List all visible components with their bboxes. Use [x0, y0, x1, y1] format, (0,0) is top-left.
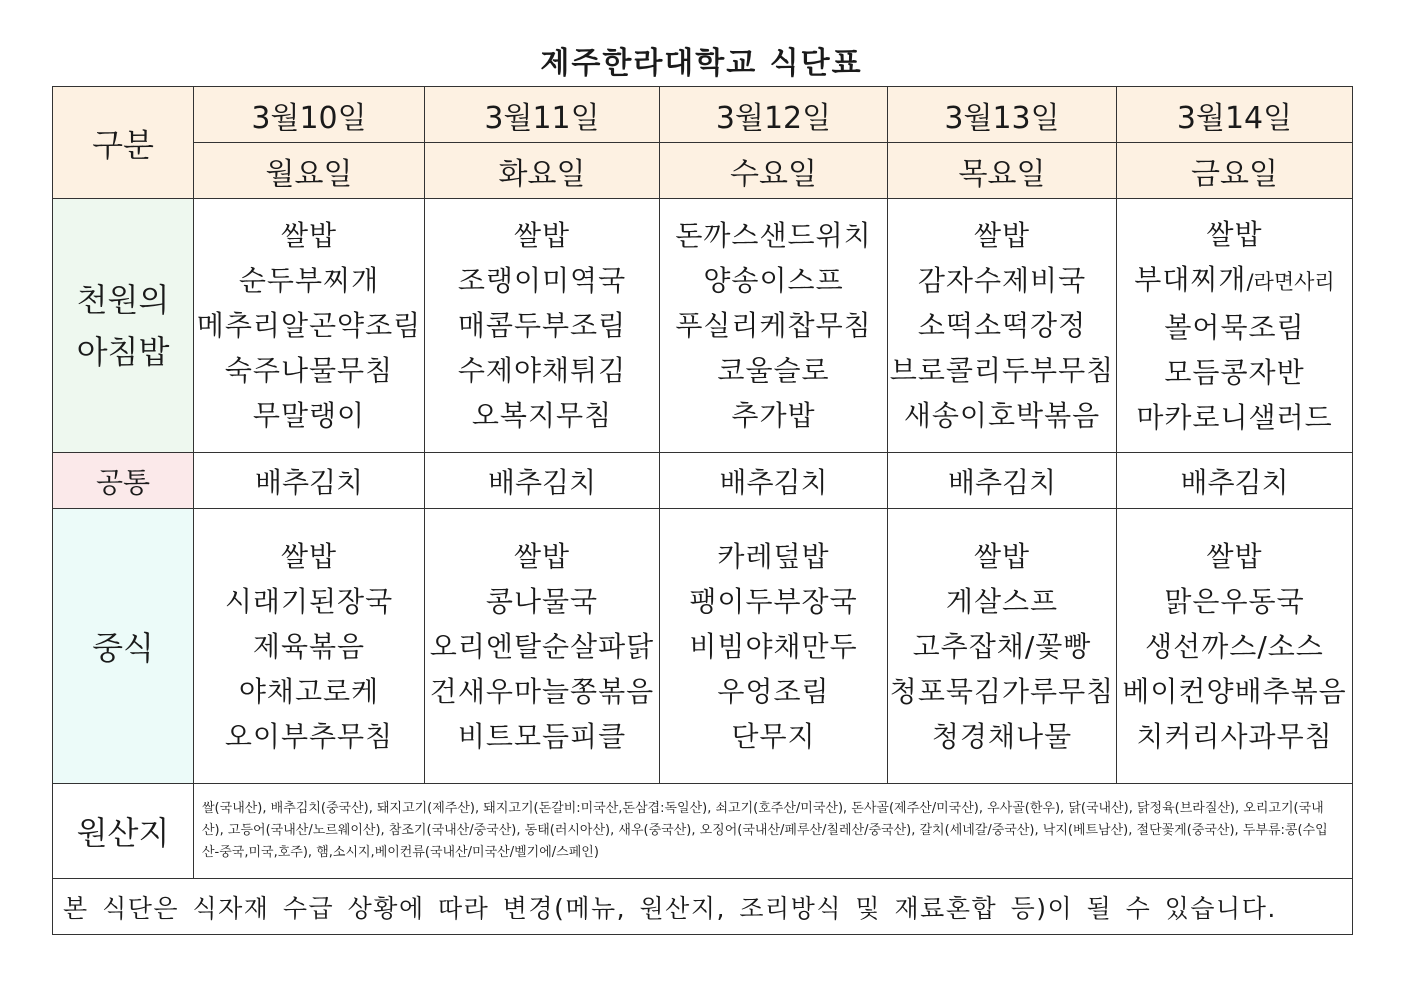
- menu-item: 소떡소떡강정: [917, 309, 1087, 342]
- menu-item: 메추리알곤약조림: [196, 309, 422, 342]
- menu-item: 브로콜리두부무침: [889, 354, 1115, 387]
- lunch-cell-tue: [425, 509, 660, 784]
- menu-item: 오복지무침: [471, 399, 613, 432]
- menu-item: 쌀밥: [973, 219, 1031, 252]
- meal-table: [52, 86, 1353, 935]
- menu-item: 청경채나물: [931, 719, 1073, 753]
- menu-item: 시래기된장국: [224, 584, 394, 618]
- weekday-header: 목요일: [888, 143, 1117, 199]
- menu-item: 베이컨양배추볶음: [1122, 674, 1347, 708]
- breakfast-cell-fri: [1117, 199, 1353, 453]
- lunch-cell-mon: [194, 509, 425, 784]
- common-item: 배추김치: [1117, 453, 1353, 509]
- menu-item-suffix: /라면사리: [1246, 269, 1335, 294]
- breakfast-cell-thu: [888, 199, 1117, 453]
- lunch-cell-fri: [1117, 509, 1353, 784]
- menu-item: 제육볶음: [252, 629, 366, 663]
- common-item: 배추김치: [888, 453, 1117, 509]
- menu-item: 마카로니샐러드: [1136, 400, 1333, 434]
- menu-item: 조랭이미역국: [457, 264, 627, 297]
- weekday-header: 수요일: [660, 143, 888, 199]
- date-header: 3월11일: [425, 87, 660, 143]
- lunch-cell-thu: [888, 509, 1117, 784]
- header-date-row: [53, 87, 1353, 143]
- menu-item: 야채고로케: [238, 674, 380, 708]
- breakfast-cell-tue: [425, 199, 660, 453]
- menu-item: [1117, 257, 1352, 305]
- menu-item: 감자수제비국: [917, 264, 1087, 297]
- menu-item: 쌀밥: [1206, 217, 1263, 251]
- menu-item: 추가밥: [731, 399, 816, 432]
- origin-label: 원산지: [53, 784, 194, 879]
- menu-item: 모듬콩자반: [1164, 355, 1305, 389]
- origin-text: 쌀(국내산), 배추김치(중국산), 돼지고기(제주산), 돼지고기(돈갈비:미국산,돈삼겹:독일산), 쇠고기(호주산/미국산), 돈사골(제주산/미국산), 우사골(한우), 닭(국내산), 닭정육(브라질산), 오리고기(국내산), 고등어(국내산/노르웨이산), 참조기(국내산/중국산), 동태(러시아산), 새우(중국산), 오징어(국내산/페루산/칠레산/중국산), 갈치(세네갈/중국산), 낙지(베트남산), 절단꽃게(중국산), 두부류:콩(수입산-중국,미국,호주), 햄,소시지,베이컨류(국내산/미국산/벨기에/스페인): [194, 784, 1353, 879]
- menu-item: 양송이스프: [703, 264, 844, 297]
- notice-row: [53, 879, 1353, 935]
- menu-item: 콩나물국: [485, 584, 599, 618]
- date-header: 3월14일: [1117, 87, 1353, 143]
- lunch-label: 중식: [53, 509, 194, 784]
- date-header: 3월10일: [194, 87, 425, 143]
- menu-item: 치커리사과무침: [1136, 719, 1333, 753]
- menu-item: 쌀밥: [973, 539, 1031, 573]
- breakfast-row: [53, 199, 1353, 453]
- date-header: 3월13일: [888, 87, 1117, 143]
- menu-item: 쌀밥: [513, 539, 571, 573]
- weekday-header: 화요일: [425, 143, 660, 199]
- menu-item: 게살스프: [945, 584, 1059, 618]
- menu-item: 숙주나물무침: [224, 354, 394, 387]
- common-item: 배추김치: [660, 453, 888, 509]
- date-header: 3월12일: [660, 87, 888, 143]
- menu-item: 오리엔탈순살파닭: [429, 629, 655, 663]
- common-row: [53, 453, 1353, 509]
- menu-item: 쌀밥: [1206, 539, 1263, 573]
- menu-item: 우엉조림: [717, 674, 830, 708]
- menu-item: 쌀밥: [280, 219, 338, 252]
- category-header: 구분: [53, 87, 194, 199]
- page-title: 제주한라대학교 식단표: [540, 46, 863, 81]
- breakfast-label-line2: 아침밥: [76, 332, 170, 371]
- menu-item: 오이부추무침: [224, 719, 394, 753]
- menu-item: 단무지: [731, 719, 816, 753]
- menu-item: 무말랭이: [252, 399, 366, 432]
- lunch-cell-wed: [660, 509, 888, 784]
- menu-item: 매콤두부조림: [457, 309, 627, 342]
- menu-item: 코울슬로: [717, 354, 830, 387]
- menu-item: 돈까스샌드위치: [675, 219, 872, 252]
- menu-item: 고추잡채/꽃빵: [912, 629, 1092, 663]
- breakfast-label-line1: 천원의: [76, 280, 170, 319]
- breakfast-cell-mon: [194, 199, 425, 453]
- menu-item: 생선까스/소스: [1145, 629, 1324, 663]
- origin-row: [53, 784, 1353, 879]
- lunch-row: [53, 509, 1353, 784]
- menu-item: 비빔야채만두: [689, 629, 858, 663]
- weekday-header: 금요일: [1117, 143, 1353, 199]
- menu-item: 팽이두부장국: [689, 584, 858, 618]
- menu-item: 순두부찌개: [238, 264, 380, 297]
- menu-item-main: 부대찌개: [1134, 262, 1247, 296]
- menu-item: 볼어묵조림: [1164, 310, 1305, 344]
- menu-item: 청포묵김가루무침: [889, 674, 1115, 708]
- menu-item: 비트모듬피클: [457, 719, 627, 753]
- breakfast-label: [53, 199, 194, 453]
- menu-item: 카레덮밥: [717, 539, 830, 573]
- menu-item: 수제야채튀김: [457, 354, 627, 387]
- menu-item: 쌀밥: [280, 539, 338, 573]
- menu-item: 푸실리케찹무침: [675, 309, 872, 342]
- weekday-header: 월요일: [194, 143, 425, 199]
- common-item: 배추김치: [425, 453, 660, 509]
- header-day-row: [53, 143, 1353, 199]
- menu-item: 맑은우동국: [1164, 584, 1305, 618]
- common-item: 배추김치: [194, 453, 425, 509]
- common-label: 공통: [53, 453, 194, 509]
- menu-item: 건새우마늘쫑볶음: [429, 674, 655, 708]
- breakfast-cell-wed: [660, 199, 888, 453]
- menu-item: 쌀밥: [513, 219, 571, 252]
- notice-text: 본 식단은 식자재 수급 상황에 따라 변경(메뉴, 원산지, 조리방식 및 재료혼합 등)이 될 수 있습니다.: [53, 879, 1353, 935]
- menu-item: 새송이호박볶음: [903, 399, 1101, 432]
